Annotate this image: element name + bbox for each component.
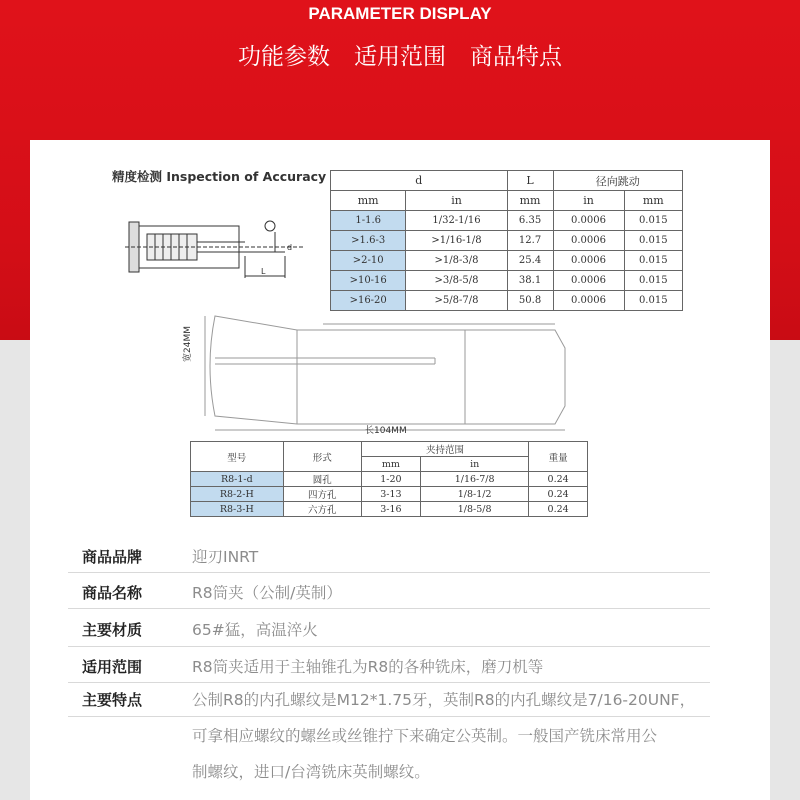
tab-features: 商品特点 — [470, 44, 562, 70]
banner-title: PARAMETER DISPLAY — [308, 4, 492, 23]
table-row — [331, 251, 683, 271]
cell-L: 38.1 — [507, 271, 553, 291]
col-mm: mm — [331, 191, 406, 211]
collet-section-drawing — [125, 221, 305, 278]
spec-label: 适用范围 — [82, 658, 143, 676]
banner-tabs — [0, 38, 800, 71]
spec-row-brand — [68, 538, 710, 573]
table-row — [191, 502, 588, 517]
cell-in: 1/8-5/8 — [421, 502, 529, 517]
cell-runout-mm: 0.015 — [624, 251, 682, 271]
cell-in: >3/8-5/8 — [406, 271, 507, 291]
cell-in: 1/8-1/2 — [421, 487, 529, 502]
cell-runout-in: 0.0006 — [553, 231, 624, 251]
cell-runout-mm: 0.015 — [624, 271, 682, 291]
feature-text-line: 公制R8的内孔螺纹是M12*1.75牙，英制R8的内孔螺纹是7/16-20UNF， — [192, 691, 696, 709]
cell-runout-in: 0.0006 — [553, 211, 624, 231]
cell-runout-in: 0.0006 — [553, 291, 624, 311]
length-dimension-label: 长104MM — [365, 426, 407, 436]
diagram-label-L: L — [261, 267, 266, 276]
col-L-unit: mm — [507, 191, 553, 211]
cell-weight: 0.24 — [529, 502, 588, 517]
cell-mm: 1-1.6 — [331, 211, 406, 231]
cell-model: R8-2-H — [191, 487, 284, 502]
cell-form: 圆孔 — [283, 472, 361, 487]
spec-label: 主要特点 — [82, 691, 143, 709]
feature-text-line: 制螺纹，进口/台湾铣床英制螺纹。 — [192, 763, 430, 781]
cell-in: >1/8-3/8 — [406, 251, 507, 271]
width-dimension-label: 宽24MM — [183, 326, 193, 362]
spec-row-scope — [68, 648, 710, 683]
table-row — [331, 271, 683, 291]
models-table — [190, 441, 588, 517]
cell-mm: >16-20 — [331, 291, 406, 311]
cell-runout-mm: 0.015 — [624, 211, 682, 231]
table-row — [191, 487, 588, 502]
col-model: 型号 — [191, 442, 284, 472]
collet-drawing — [195, 308, 575, 438]
cell-L: 6.35 — [507, 211, 553, 231]
cell-weight: 0.24 — [529, 472, 588, 487]
cell-form: 六方孔 — [283, 502, 361, 517]
tab-function-params: 功能参数 — [238, 44, 330, 70]
cell-L: 12.7 — [507, 231, 553, 251]
cell-in: >5/8-7/8 — [406, 291, 507, 311]
cell-L: 25.4 — [507, 251, 553, 271]
table-row — [191, 472, 588, 487]
col-d: d — [331, 171, 508, 191]
cell-model: R8-3-H — [191, 502, 284, 517]
cell-runout-in: 0.0006 — [553, 251, 624, 271]
spec-value: R8筒夹适用于主轴锥孔为R8的各种铣床，磨刀机等 — [192, 658, 544, 676]
col-runout-mm: mm — [624, 191, 682, 211]
col-runout: 径向跳动 — [553, 171, 683, 191]
cell-runout-mm: 0.015 — [624, 291, 682, 311]
col-form: 形式 — [283, 442, 361, 472]
table-header-row — [331, 171, 683, 191]
accuracy-table — [330, 170, 683, 311]
cell-runout-mm: 0.015 — [624, 231, 682, 251]
cell-mm: 3-16 — [361, 502, 420, 517]
cell-in: 1/16-7/8 — [421, 472, 529, 487]
tab-scope: 适用范围 — [354, 44, 446, 70]
cell-mm: >2-10 — [331, 251, 406, 271]
spec-row-material — [68, 610, 710, 647]
spec-row-name — [68, 574, 710, 609]
table-header-row — [191, 442, 588, 457]
cell-runout-in: 0.0006 — [553, 271, 624, 291]
col-in: in — [406, 191, 507, 211]
cell-weight: 0.24 — [529, 487, 588, 502]
col-range: 夹持范围 — [361, 442, 528, 457]
col-runout-in: in — [553, 191, 624, 211]
table-row — [331, 231, 683, 251]
feature-text-line: 可拿相应螺纹的螺丝或丝锥拧下来确定公英制。一般国产铣床常用公 — [192, 727, 658, 745]
col-range-mm: mm — [361, 457, 420, 472]
col-range-in: in — [421, 457, 529, 472]
accuracy-diagram — [125, 212, 310, 292]
cell-in: 1/32-1/16 — [406, 211, 507, 231]
diagram-label-d: d — [287, 243, 293, 252]
cell-form: 四方孔 — [283, 487, 361, 502]
spec-label: 商品品牌 — [82, 548, 143, 566]
col-weight: 重量 — [529, 442, 588, 472]
table-row — [331, 211, 683, 231]
spec-label: 商品名称 — [82, 584, 143, 602]
cell-mm: >10-16 — [331, 271, 406, 291]
cell-mm: 3-13 — [361, 487, 420, 502]
col-L: L — [507, 171, 553, 191]
cell-mm: 1-20 — [361, 472, 420, 487]
cell-L: 50.8 — [507, 291, 553, 311]
table-subheader-row — [331, 191, 683, 211]
cell-model: R8-1-d — [191, 472, 284, 487]
spec-value: 65#猛，高温淬火 — [192, 621, 318, 639]
spec-value: R8筒夹（公制/英制） — [192, 584, 342, 602]
spec-value: 迎刃INRT — [192, 548, 259, 566]
accuracy-title: 精度检测 Inspection of Accuracy — [112, 169, 327, 184]
spec-label: 主要材质 — [82, 621, 143, 639]
cell-in: >1/16-1/8 — [406, 231, 507, 251]
cell-mm: >1.6-3 — [331, 231, 406, 251]
